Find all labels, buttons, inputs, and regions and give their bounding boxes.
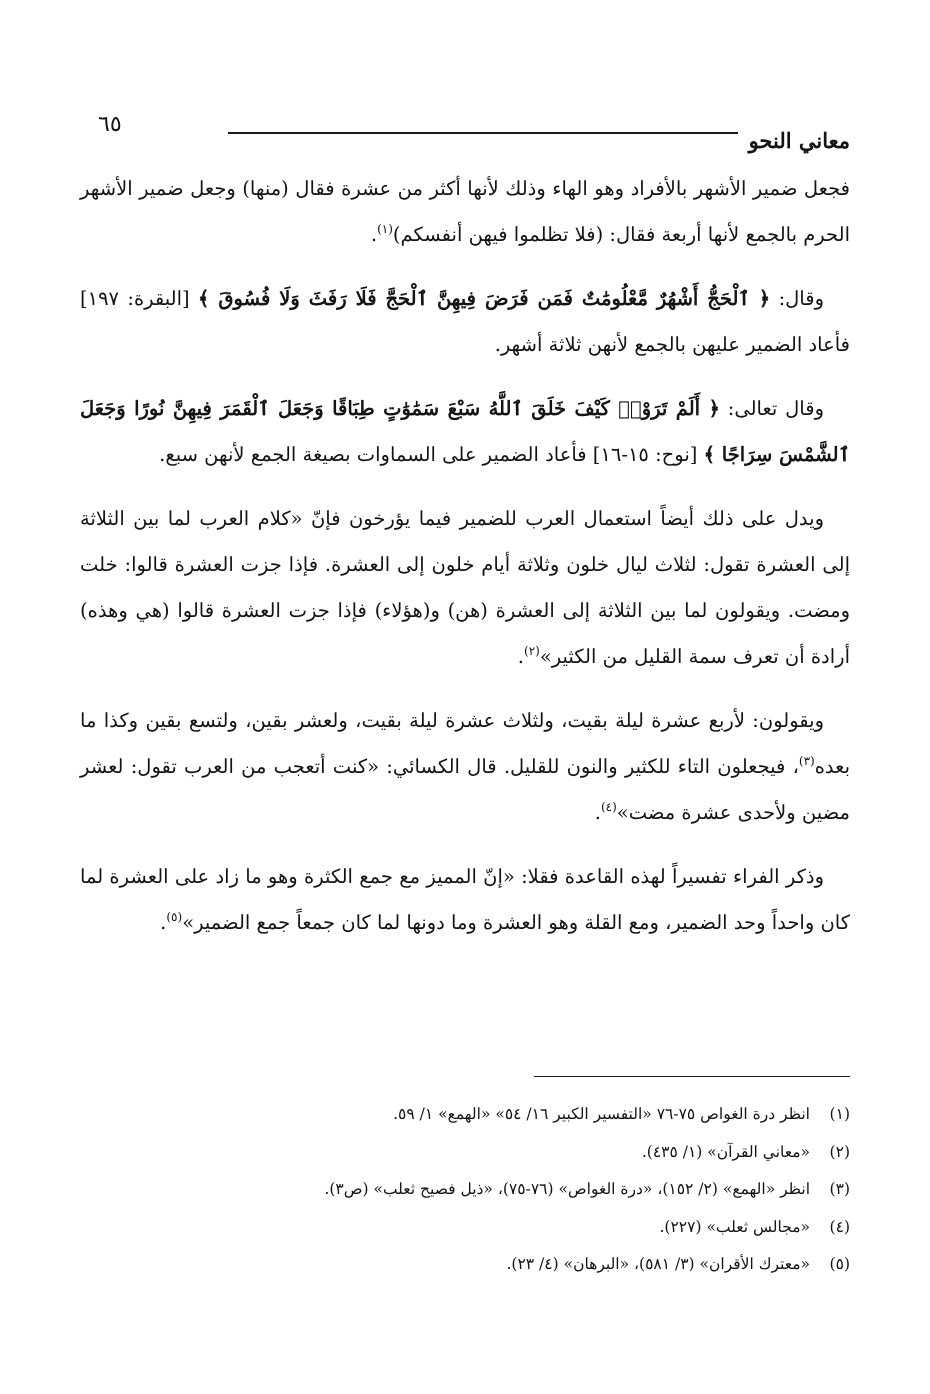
footnote-text: «معترك الأقران» (٣/ ٥٨١)، «البرهان» (٤/ ٢٣). bbox=[506, 1255, 810, 1273]
quran-verse: ﴿ أَلَمْ تَرَوْا۟ كَيْفَ خَلَقَ ٱللَّهُ سَبْعَ سَمَٰوَٰتٍ طِبَاقًا وَجَعَلَ ٱلْقَمَرَ فِيهِنَّ نُورًا وَجَعَلَ ٱلشَّمْسَ سِرَاجًا ﴾ bbox=[80, 397, 850, 466]
paragraph-text: . bbox=[594, 801, 601, 824]
paragraph-text: . bbox=[370, 223, 378, 246]
paragraph-text: ، فيجعلون التاء للكثير والنون للقليل. قال الكسائي: «كنت أتعجب من العرب تقول: لعشر مضين ولأحدى عشرة مضت» bbox=[80, 755, 850, 824]
page-header bbox=[98, 112, 850, 162]
paragraph-text: ويدل على ذلك أيضاً استعمال العرب للضمير فيما يؤرخون فإنّ «كلام العرب لما بين الثلاثة إلى العشرة تقول: لثلاث ليال خلون وثلاثة أيام خلون إلى العشرة. فإذا جزت العشرة قالوا: خلت ومضت. ويقولون لما بين الثلاثة إلى العشرة (هن) و(هؤلاء) فإذا جزت العشرة قالوا (هي وهذه) أرادة أن تعرف سمة القليل من الكثير» bbox=[80, 507, 850, 668]
paragraph-text: . bbox=[160, 911, 167, 934]
footnote-ref: (٥) bbox=[166, 910, 183, 924]
paragraph-lead: وقال تعالى: bbox=[719, 397, 824, 420]
footnote-number: (٣) bbox=[829, 1180, 850, 1198]
footnotes bbox=[160, 1096, 850, 1284]
footnote bbox=[160, 1209, 850, 1247]
header-rule bbox=[228, 132, 738, 134]
paragraph-text: فجعل ضمير الأشهر بالأفراد وهو الهاء وذلك لأنها أكثر من عشرة فقال (منها) وجعل ضمير الأشهر الحرم بالجمع لأنها أربعة فقال: (فلا تظلموا فيهن أنفسكم) bbox=[80, 177, 850, 246]
paragraph bbox=[80, 496, 850, 680]
paragraph-text: [نوح: ١٥-١٦] فأعاد الضمير على السماوات بصيغة الجمع لأنهن سبع. bbox=[159, 443, 704, 466]
running-title: معاني النحو bbox=[748, 128, 850, 153]
quran-verse: ﴿ ٱلْحَجُّ أَشْهُرٌ مَّعْلُومَٰتٌ فَمَن فَرَضَ فِيهِنَّ ٱلْحَجَّ فَلَا رَفَثَ وَلَا فُسُوقَ ﴾ bbox=[198, 287, 771, 310]
footnote-ref: (٣) bbox=[798, 754, 815, 768]
footnote-number: (٥) bbox=[829, 1255, 850, 1273]
footnote-ref: (٢) bbox=[524, 644, 540, 658]
paragraph-text: وذكر الفراء تفسيراً لهذه القاعدة فقلا: «إنّ المميز مع جمع الكثرة وهو ما زاد على العشرة لما كان واحداً وحد الضمير، ومع القلة وهو العشرة وما دونها لما كان جمعاً جمع الضمير» bbox=[80, 865, 850, 934]
main-text bbox=[80, 166, 850, 964]
paragraph-lead: وقال: bbox=[770, 287, 824, 310]
paragraph bbox=[80, 854, 850, 946]
paragraph bbox=[80, 276, 850, 368]
footnote-ref: (٤) bbox=[600, 800, 617, 814]
footnote bbox=[160, 1134, 850, 1172]
paragraph bbox=[80, 698, 850, 836]
footnote-number: (١) bbox=[829, 1105, 850, 1123]
footnote bbox=[160, 1096, 850, 1134]
page-number: ٦٥ bbox=[98, 112, 122, 137]
footnote bbox=[160, 1171, 850, 1209]
paragraph bbox=[80, 166, 850, 258]
paragraph bbox=[80, 386, 850, 478]
footnote-rule bbox=[534, 1076, 850, 1077]
footnote-text: «مجالس ثعلب» (٢٢٧). bbox=[659, 1217, 810, 1236]
footnote bbox=[160, 1246, 850, 1284]
paragraph-text: [البقرة: ١٩٧] فأعاد الضمير عليهن بالجمع لأنهن ثلاثة أشهر. bbox=[80, 287, 850, 356]
paragraph-text: . bbox=[517, 645, 524, 668]
footnote-number: (٤) bbox=[829, 1217, 850, 1236]
footnote-text: «معاني القرآن» (١/ ٤٣٥). bbox=[641, 1142, 810, 1161]
paragraph-text: ويقولون: لأربع عشرة ليلة بقيت، ولثلاث عشرة ليلة بقيت، ولعشر بقين، ولتسع بقين وكذا ما بعده bbox=[80, 709, 850, 778]
footnote-text: انظر «الهمع» (٢/ ١٥٢)، «درة الغواص» (٧٦-٧٥)، «ذيل فصيح ثعلب» (ص٣). bbox=[324, 1180, 810, 1198]
footnote-number: (٢) bbox=[829, 1142, 850, 1161]
footnote-ref: (١) bbox=[377, 222, 393, 236]
footnote-text: انظر درة الغواص ٧٥-٧٦ «التفسير الكبير ١٦/ ٥٤» «الهمع» ١/ ٥٩. bbox=[393, 1105, 810, 1123]
